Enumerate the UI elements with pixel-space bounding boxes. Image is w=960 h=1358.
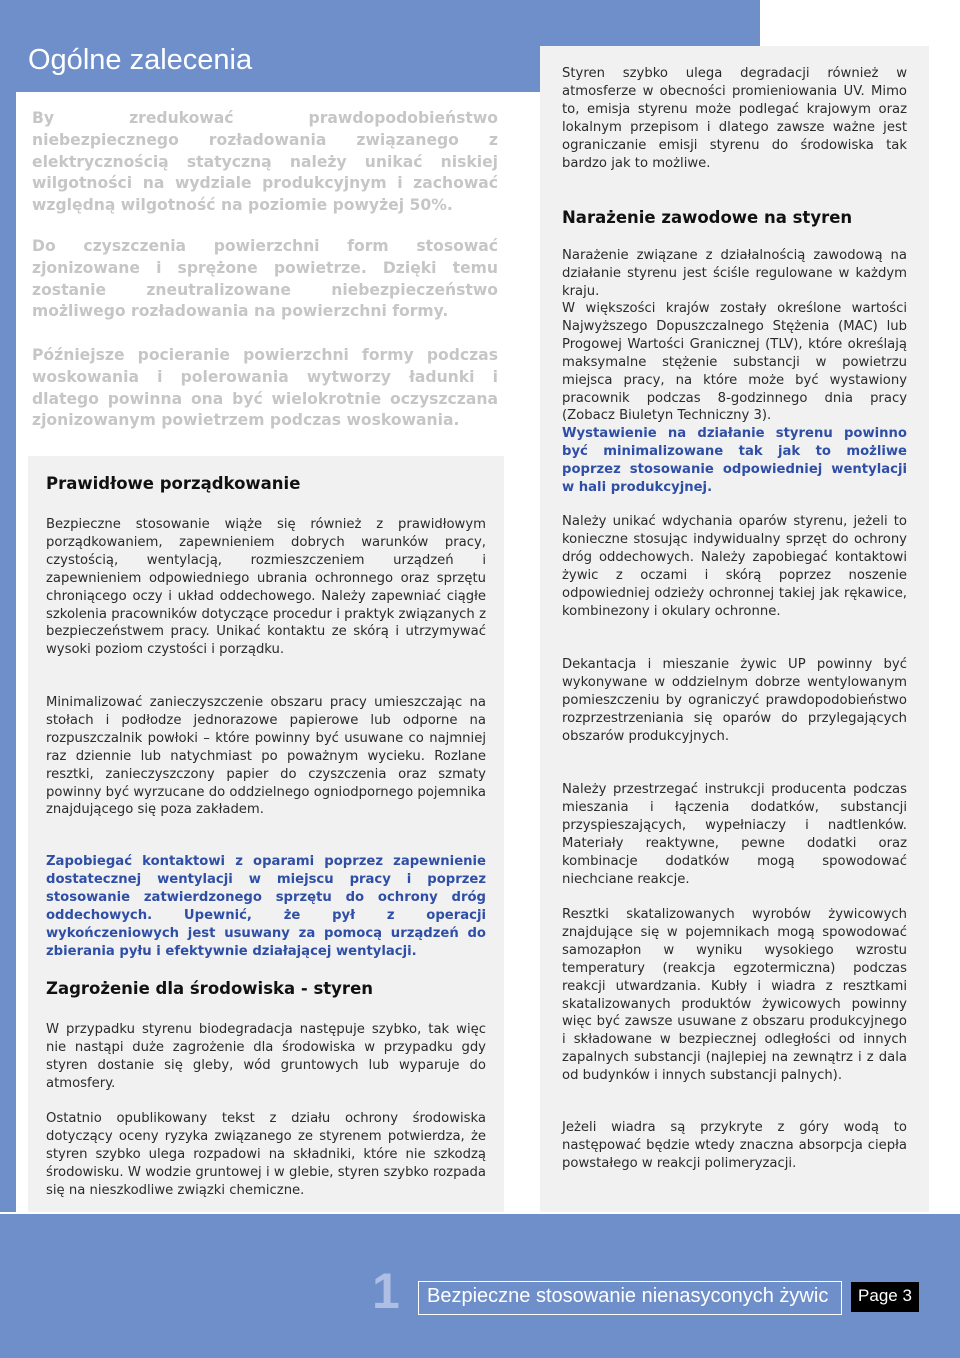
- housekeeping-paragraph: Bezpieczne stosowanie wiąże się również z prawidłowym porządkowaniem, zapewnieniem dobrych warunków pracy, czystością, wentylacją, rozmieszczeniem urządzeń i zapewnieniem odpowiedniego ubrania ochronnego oraz sprzętu chroniącego oczy i układ oddechowego. Należy zapewniać ciągłe szkolenia pracowników dotyczące procedur i praktyk związanych z bezpieczeństwem pracy. Unikać kontaktu ze skórą i utrzymywać wysoki poziom czystości i porządku.: [46, 517, 486, 658]
- uv-degradation-paragraph: Styren szybko ulega degradacji również w atmosferze w obecności promieniowania UV. Mimo to, emisja styrenu może podlegać krajowym oraz lokalnym przepisom i dlatego zawsze ważne jest ograniczanie emisji styrenu do środowiska tak bardzo jak to możliwe.: [562, 66, 907, 171]
- page-number-badge: Page 3: [851, 1282, 919, 1312]
- manufacturer-instructions-paragraph: Należy przestrzegać instrukcji producenta podczas mieszania i łączenia dodatków, substancji przyspieszających, wypełniaczy i nadtlenków. Materiały reaktywne, pewne dodatki oraz kombinacje dodatków mogą spowodować niechciane reakcje.: [562, 782, 907, 887]
- intro-paragraph-ionized-air: Do czyszczenia powierzchni form stosować zjonizowane i sprężone powietrze. Dzięki temu zostanie zneutralizowane niebezpieczeństwo możliwego rozładowania na powierzchni formy.: [32, 237, 498, 321]
- ventilation-highlight: Zapobiegać kontaktowi z oparami poprzez zapewnienie dostatecznej wentylacji w miejscu pracy i poprzez stosowanie zatwierdzonego sprzętu do ochrony dróg oddechowych. Upewnić, że pył z operacji wykończeniowych jest usuwany za pomocą urządzeń do zbierania pyłu i efektywnie działającej wentylacji.: [46, 854, 486, 959]
- housekeeping-panel: [28, 456, 504, 1212]
- environment-heading: Zagrożenie dla środowiska - styren: [46, 979, 374, 998]
- page-title: Ogólne zalecenia: [28, 44, 253, 76]
- risk-assessment-paragraph: Ostatnio opublikowany tekst z działu ochrony środowiska dotyczący oceny ryzyka związanego ze styrenem potwierdza, że styren szybko ulega rozpadowi na składniki, które nie szkodzą środowisku. W wodzie gruntowej i w glebie, styren szybko rozpada się na nieszkodliwe związki chemiczne.: [46, 1111, 486, 1198]
- left-accent-bar: [0, 92, 16, 1212]
- decanting-paragraph: Dekantacja i mieszanie żywic UP powinny być wykonywane w oddzielnym dobrze wentylowanym pomieszczeniu by ograniczyć prawdopodobieństwo rozprzestrzeniania się oparów do przylegających obszarów produkcyjnych.: [562, 657, 907, 744]
- exposure-panel: [540, 46, 929, 1212]
- document-title: Bezpieczne stosowanie nienasyconych żywic: [427, 1285, 829, 1307]
- exposure-minimization-highlight: Wystawienie na działanie styrenu powinno być minimalizowane tak jak to możliwe poprzez stosowanie odpowiedniej wentylacji w hali produkcyjnej.: [562, 426, 907, 495]
- biodegradation-paragraph: W przypadku styrenu biodegradacja następuje szybko, tak więc nie nastąpi duże zagrożenie dla środowiska w przypadku gdy styren dostanie się gleby, wód gruntowych lub wyparuje do atmosfery.: [46, 1022, 486, 1091]
- self-ignition-paragraph: Resztki skatalizowanych wyrobów żywicowych znajdujące się w pojemnikach mogą spowodować samozapłon w wyniku wysokiego wzrostu temperatury (reakcja egzotermiczna) podczas reakcji utwardzania. Kubły i wiadra z resztkami skatalizowanych produktów żywicowych powinny więc być zawsze usuwane z obszaru produkcyjnego i składowane w bezpiecznej odległości od innych zapalnych substancji (najlepiej na zewnątrz i z dala od budynków i innych substancji palnych).: [562, 907, 907, 1084]
- document-title-frame: [418, 1281, 842, 1315]
- mac-tlv-paragraph: W większości krajów zostały określone wartości Najwyższego Dopuszczalnego Stężenia (MAC) lub Progowej Wartości Granicznej (TLV), które określają maksymalne stężenie substancji w powietrzu miejsca pracy, na które może być wystawiony pracownik podczas 8-godzinnego dnia pracy (Zobacz Biuletyn Techniczny 3).: [562, 301, 907, 424]
- contamination-paragraph: Minimalizować zanieczyszczenie obszaru pracy umieszczając na stołach i podłodze jednorazowe papierowe lub odporne na rozpuszczalnik powłoki – które powinny być usuwane co najmniej raz dziennie lub natychmiast po poważnym wycieku. Rozlane resztki, zanieczyszczony papier do czyszczenia oraz szmaty powinny być wyrzucane do oddzielnego ogniodpornego pojemnika znajdującego się poza zakładem.: [46, 695, 486, 818]
- occupational-exposure-heading: Narażenie zawodowe na styren: [562, 208, 853, 227]
- exposure-regulation-paragraph: Narażenie związane z działalnością zawodową na działanie styrenu jest ściśle regulowane w każdym kraju.: [562, 248, 907, 299]
- water-covering-paragraph: Jeżeli wiadra są przykryte z góry wodą to następować będzie wtedy znaczna absorpcja ciepła powstałego w reakcji polimeryzacji.: [562, 1120, 907, 1171]
- intro-paragraph-waxing: Późniejsze pocieranie powierzchni formy podczas woskowania i polerowania wytworzy ładunki i dlatego powinna ona być wielokrotnie oczyszczana zjonizowanym powietrzem podczas woskowania.: [32, 346, 498, 430]
- section-number: 1: [372, 1263, 400, 1319]
- vapor-inhalation-paragraph: Należy unikać wdychania oparów styrenu, jeżeli to konieczne stosując indywidualny sprzęt do ochrony dróg oddechowych. Należy zapobiegać kontaktowi żywic z oczami i skórą poprzez noszenie odpowiedniej odzieży ochronnej takiej jak rękawice, kombinezony i okulary ochronne.: [562, 514, 907, 619]
- housekeeping-heading: Prawidłowe porządkowanie: [46, 474, 301, 493]
- intro-paragraph-humidity: By zredukować prawdopodobieństwo niebezpiecznego rozładowania związanego z elektrycznością statyczną należy unikać niskiej wilgotności na wydziale produkcyjnym i zachować względną wilgotność na poziomie powyżej 50%.: [32, 109, 498, 215]
